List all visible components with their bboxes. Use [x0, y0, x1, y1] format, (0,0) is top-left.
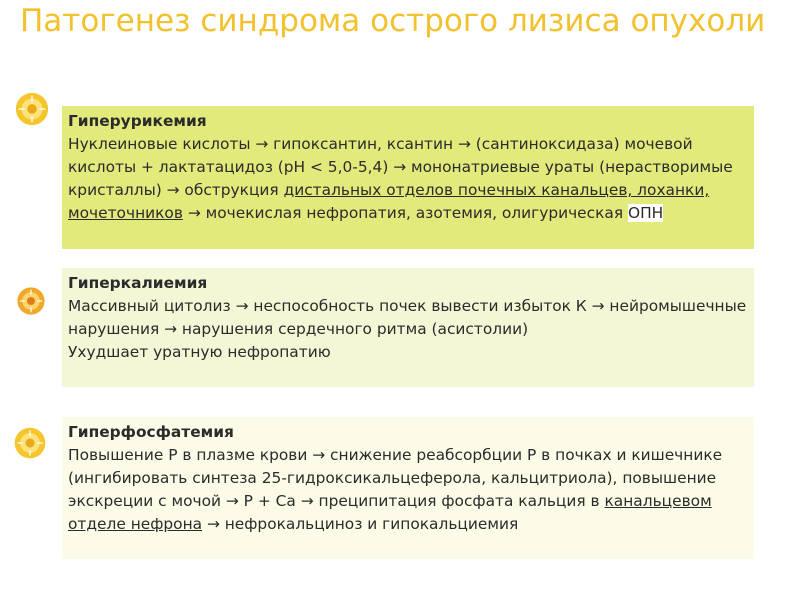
block-heading: Гиперфосфатемия: [68, 423, 234, 441]
sun-bullet-icon: [15, 285, 47, 317]
opn-term: ОПН: [628, 204, 664, 222]
underlined-term: канальцевом отделе нефрона: [68, 492, 712, 533]
block-text: Ухудшает уратную нефропатию: [68, 343, 331, 361]
hyperuricemia-block: [62, 106, 754, 249]
block-text: → мочекислая нефропатия, азотемия, олигурическая: [182, 204, 628, 222]
block-text: Массивный цитолиз → неспособность почек вывести избыток К → нейромышечные нарушения → нарушения сердечного ритма (асистолии): [68, 297, 747, 338]
block-heading: Гиперкалиемия: [68, 274, 208, 292]
block-text: Повышение Р в плазме крови → снижение реабсорбции Р в почках и кишечнике (ингибировать синтеза 25-гидроксикальцеферола, кальцитриола), повышение экскреции с мочой → P + Ca → преципитация фосфата кальция в: [68, 446, 723, 510]
block-heading: Гиперурикемия: [68, 112, 207, 130]
block-text: Нуклеиновые кислоты → гипоксантин, ксантин → (сантиноксидаза) мочевой кислоты + лактатацидоз (pH < 5,0-5,4) → мононатриевые ураты (нерастворимые кристаллы) → обструкция: [68, 135, 733, 199]
underlined-term: дистальных отделов почечных канальцев, лоханки, мочеточников: [68, 181, 710, 222]
sun-bullet-icon: [12, 425, 48, 461]
hyperkalemia-block: [62, 268, 754, 387]
page-title: Патогенез синдрома острого лизиса опухоли: [20, 3, 766, 39]
block-text: → нефрокальциноз и гипокальциемия: [202, 515, 519, 533]
hyperphosphatemia-block: [62, 417, 754, 559]
sun-bullet-icon: [13, 90, 51, 128]
